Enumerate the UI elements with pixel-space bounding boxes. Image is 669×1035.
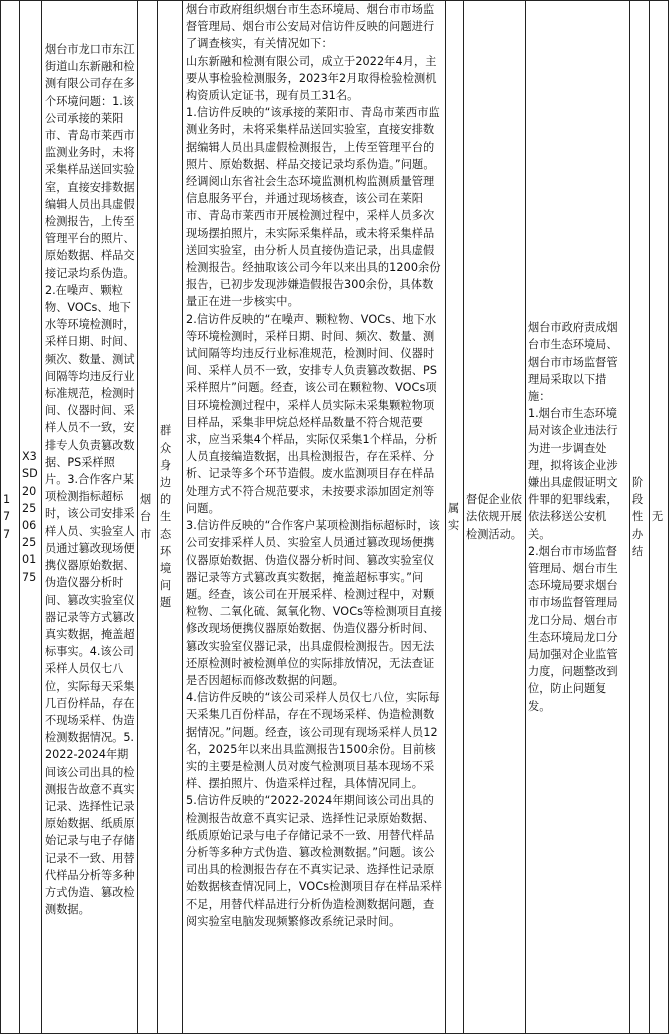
accountability-cell: 无 [650, 1, 669, 1034]
city-cell: 烟台市 [138, 1, 158, 1034]
complaint-content-cell: 烟台市龙口市东江街道山东新融和检测有限公司存在多个环境问题：1.该公司承接的莱阳市、青岛市莱西市监测业务时，未将采集样品送回实验室，直接安排数据编辑人员出具虚假检测报告，上传至管理平台的照片、原始数据、样品交接记录均系伪造。2.在噪声、颗粒物、VOCs、地下水等环境检测时，采样日期、时间、频次、数量、测试间隔等均违反行业标准规范，检测时间、仪器时间、采样人员不一致，安排专人负责篡改数据、PS采样照片。3.合作客户某项检测指标超标时，该公司安排采样人员、实验室人员通过篡改现场便携仪器原始数据、伪造仪器分析时间、篡改实验室仪器记录等方式篡改真实数据，掩盖超标事实。4.该公司采样人员仅七八位，实际每天采集几百份样品，存在不现场采样、伪造检测数据情况。5.2022-2024年期间该公司出具的检测报告故意不真实记录、选择性记录原始数据、纸质原始记录与电子存储记录不一致、用替代样品分析等多种方式伪造、篡改检测数据。 [42, 1, 138, 1034]
requirement-cell: 督促企业依法依规开展检测活动。 [464, 1, 526, 1034]
investigation-result-cell: 烟台市政府组织烟台市生态环境局、烟台市市场监督管理局、烟台市公安局对信访件反映的问题进行了调查核实，有关情况如下： 山东新融和检测有限公司，成立于2022年4月，主要从事检验检测服务，2023年2月取得检验检测机构资质认定证书，现有员工31名。 1.信访件反映的“该承接的莱阳市、青岛市莱西市监测业务时，未将采集样品送回实验室，直接安排数据编辑人员出具虚假检测报告，上传至管理平台的照片、原始数据、样品交接记录均系伪造。”问题。经调阅山东省社会生态环境监测机构监测质量管理信息服务平台，并通过现场核查，该公司在莱阳市、青岛市莱西市开展检测过程中，采样人员多次现场摆拍照片，未实际采集样品，或未将采集样品送回实验室，由分析人员直接伪造记录，出具虚假检测报告。经抽取该公司今年以来出具的1200余份报告，已初步发现涉嫌造假报告300余份，具体数量正在进一步核实中。 2.信访件反映的“在噪声、颗粒物、VOCs、地下水等环境检测时，采样日期、时间、频次、数量、测试间隔等均违反行业标准规范，检测时间、仪器时间、采样人员不一致，安排专人负责篡改数据、PS采样照片”问题。经查，该公司在颗粒物、VOCs项目环境检测过程中，采样人员实际未采集颗粒物项目样品，采集非甲烷总烃样品数量不符合规范要求，应当采集4个样品，实际仅采集1个样品，分析人员直接编造数据，出具检测报告，存在采样、分析、记录等多个环节造假。废水监测项目存在样品处理方式不符合规范要求，未按要求添加固定剂等问题。 3.信访件反映的“合作客户某项检测指标超标时，该公司安排采样人员、实验室人员通过篡改现场便携仪器原始数据、伪造仪器分析时间、篡改实验室仪器记录等方式篡改真实数据，掩盖超标事实。”问题。经查，该公司在开展采样、检测过程中，对颗粒物、二氧化硫、氮氧化物、VOCs等检测项目直接修改现场便携仪器原始数据、伪造仪器分析时间、篡改实验室仪器记录，出具虚假检测报告。因无法还原检测时被检测单位的实际排放情况，无法查证是否因超标而修改数据的问题。 4.信访件反映的“该公司采样人员仅七八位，实际每天采集几百份样品，存在不现场采样、伪造检测数据情况。”问题。经查，该公司现有现场采样人员12名，2025年以来出具监测报告1500余份。目前核实的主要是检测人员对废气检测项目基本现场不采样、摆拍照片、伪造采样过程，具体情况同上。 5.信访件反映的“2022-2024年期间该公司出具的检测报告故意不真实记录、选择性记录原始数据、纸质原始记录与电子存储记录不一致、用替代样品分析等多种方式伪造、篡改检测数据。”问题。该公司出具的检测报告存在不真实记录、选择性记录原始数据核查情况同上，VOCs检测项目存在样品采样不足，用替代样品进行分析伪造检测数据问题，查阅实验室电脑发现频繁修改系统记录时间。 [183, 1, 446, 1034]
verdict-cell: 属实 [446, 1, 464, 1034]
table-row [1, 1, 669, 1034]
seq-cell: 177 [1, 1, 20, 1034]
measures-cell: 烟台市政府责成烟台市生态环境局、烟台市市场监督管理局采取以下措施： 1.烟台市生态环境局对该企业违法行为进一步调查处理，拟将该企业涉嫌出具虚假证明文件罪的犯罪线索，依法移送公安机关。 2.烟台市市场监督管理局、烟台市生态环境局要求烟台市市场监督管理局龙口分局、烟台市生态环境局龙口分局加强对企业监管力度，问题整改到位，防止问题复发。 [526, 1, 630, 1034]
code-cell: X3SD202506250175 [20, 1, 42, 1034]
status-cell: 阶段性办结 [630, 1, 650, 1034]
category-cell: 群众身边的生态环境问题 [158, 1, 183, 1034]
